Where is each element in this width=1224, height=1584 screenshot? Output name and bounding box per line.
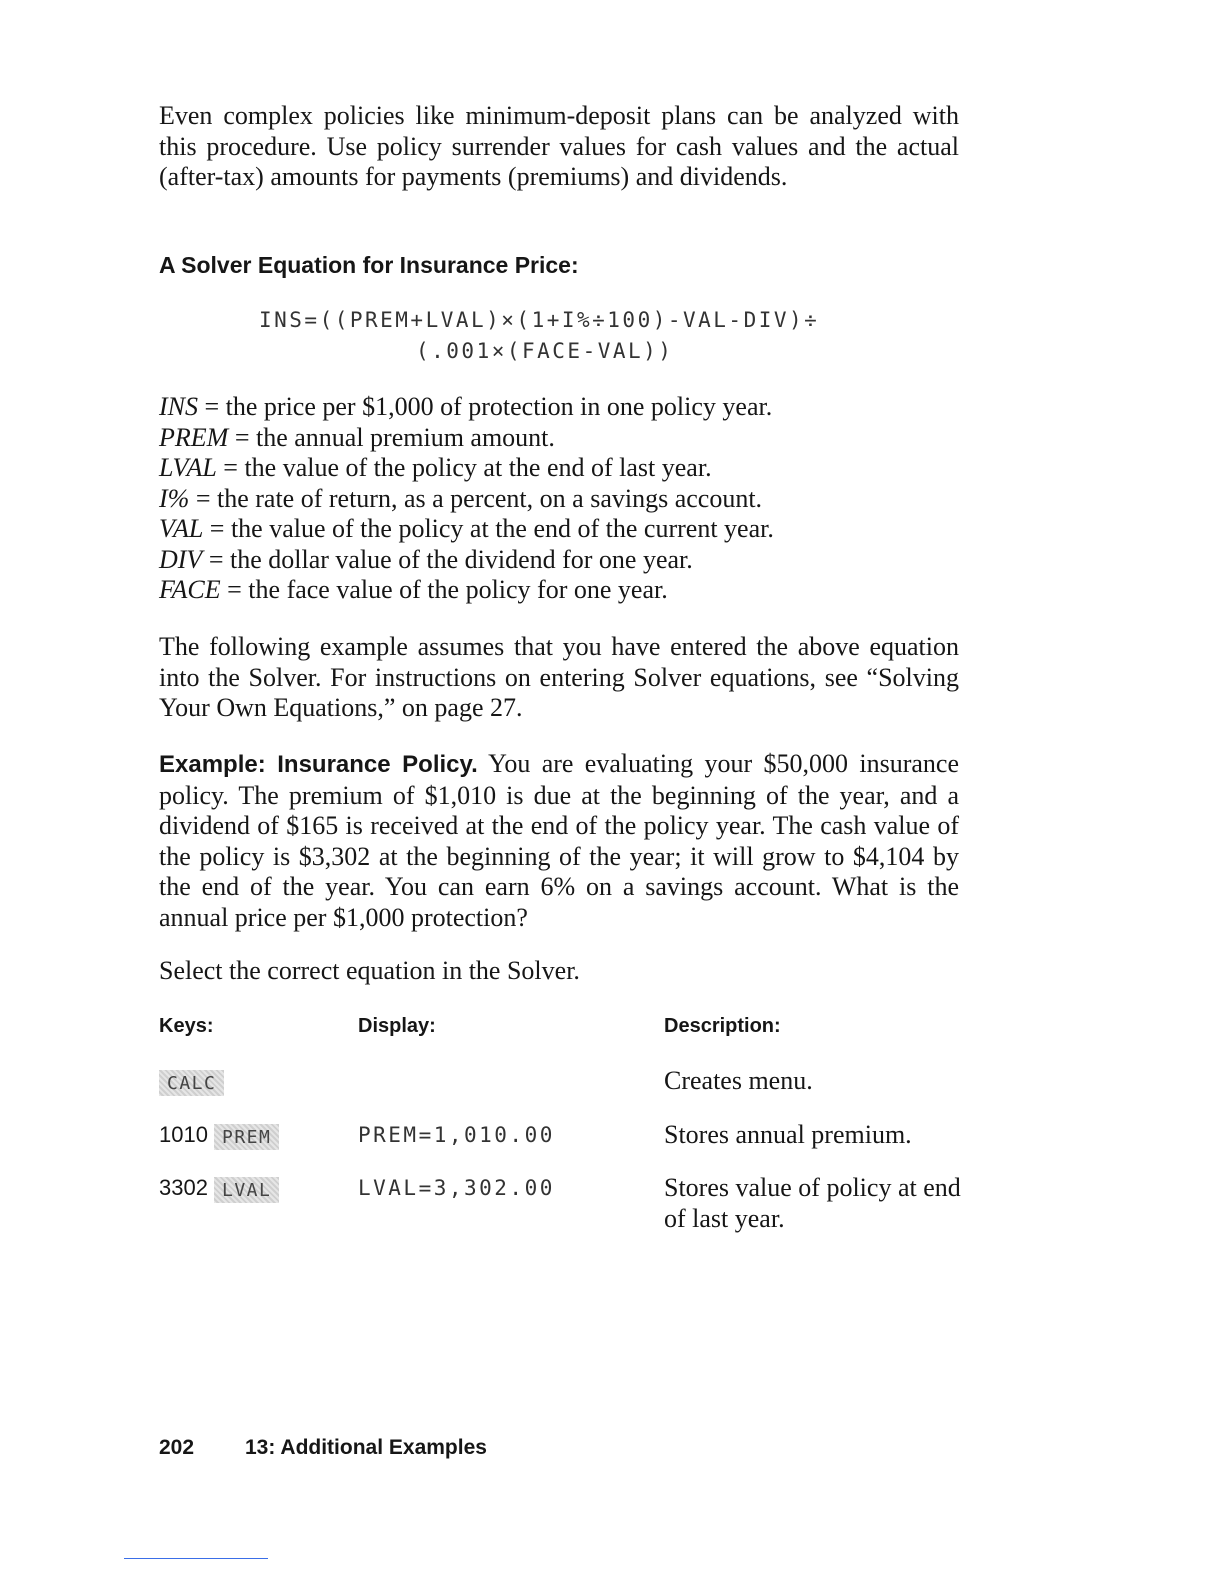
variable-row: [159, 575, 668, 606]
variable-name: FACE: [159, 575, 221, 604]
example-paragraph: [159, 749, 959, 933]
intro-paragraph: Even complex policies like minimum-deposit plans can be analyzed with this procedure. Use policy surrender values for cash values and the actual (after-tax) amounts for payments (premiums) and dividends.: [159, 101, 959, 191]
display-column-header: Display:: [358, 1015, 436, 1037]
section-heading: A Solver Equation for Insurance Price:: [159, 252, 579, 278]
variable-row: [159, 545, 693, 576]
equation-line-2: (.001×(FACE-VAL)): [416, 339, 674, 363]
variable-name: I%: [159, 483, 190, 513]
variable-definition: = the face value of the policy for one year.: [227, 575, 668, 604]
variable-row: [159, 392, 772, 423]
calc-softkey[interactable]: CALC: [159, 1070, 224, 1096]
chapter-title: 13: Additional Examples: [245, 1436, 487, 1459]
variable-definition: = the annual premium amount.: [234, 422, 555, 452]
variable-row: [159, 514, 774, 545]
key-number: 1010: [159, 1122, 208, 1147]
variable-row: [159, 484, 762, 515]
variable-definition: = the dollar value of the dividend for one year.: [208, 544, 693, 574]
row-description: Creates menu.: [664, 1066, 813, 1095]
display-readout: PREM=1,010.00: [358, 1123, 555, 1147]
variable-definition: = the price per $1,000 of protection in one policy year.: [204, 392, 773, 421]
key-number: 3302: [159, 1175, 208, 1200]
variable-row: [159, 453, 712, 484]
variable-name: PREM: [159, 422, 229, 452]
variable-name: LVAL: [159, 453, 217, 482]
variable-definition: = the rate of return, as a percent, on a savings account.: [195, 483, 763, 513]
description-column-header: Description:: [664, 1015, 781, 1037]
variable-name: INS: [159, 392, 198, 421]
row-description: Stores value of policy at end of last year.: [664, 1173, 961, 1233]
lval-softkey[interactable]: LVAL: [214, 1177, 279, 1203]
example-label: Example: Insurance Policy.: [159, 751, 478, 778]
variable-row: [159, 423, 555, 454]
page-number: 202: [159, 1436, 195, 1459]
bottom-rule: [124, 1558, 268, 1559]
example-text: You are evaluating your $50,000 insurance policy. The premium of $1,010 is due at the beginning of the year, and a dividend of $165 is received at the end of the policy year. The cash value of the policy is $3,302 at the beginning of the year; it will grow to $4,104 by the end of the year. You can earn 6% on a savings account. What is the annual price per $1,000 protection?: [159, 749, 959, 932]
variable-definition: = the value of the policy at the end of last year.: [223, 453, 712, 482]
keys-column-header: Keys:: [159, 1015, 214, 1037]
solver-paragraph: The following example assumes that you have entered the above equation into the Solver. For instructions on entering Solver equations, see “Solving Your Own Equations,” on page 27.: [159, 632, 959, 722]
select-instruction: Select the correct equation in the Solver.: [159, 956, 580, 985]
prem-softkey[interactable]: PREM: [214, 1124, 279, 1150]
display-readout: LVAL=3,302.00: [358, 1176, 555, 1200]
variable-name: VAL: [159, 514, 204, 543]
variable-name: DIV: [159, 544, 203, 574]
variable-definition: = the value of the policy at the end of the current year.: [209, 514, 774, 543]
row-description: Stores annual premium.: [664, 1120, 912, 1149]
equation-line-1: INS=((PREM+LVAL)×(1+I%÷100)-VAL-DIV)÷: [259, 308, 820, 332]
